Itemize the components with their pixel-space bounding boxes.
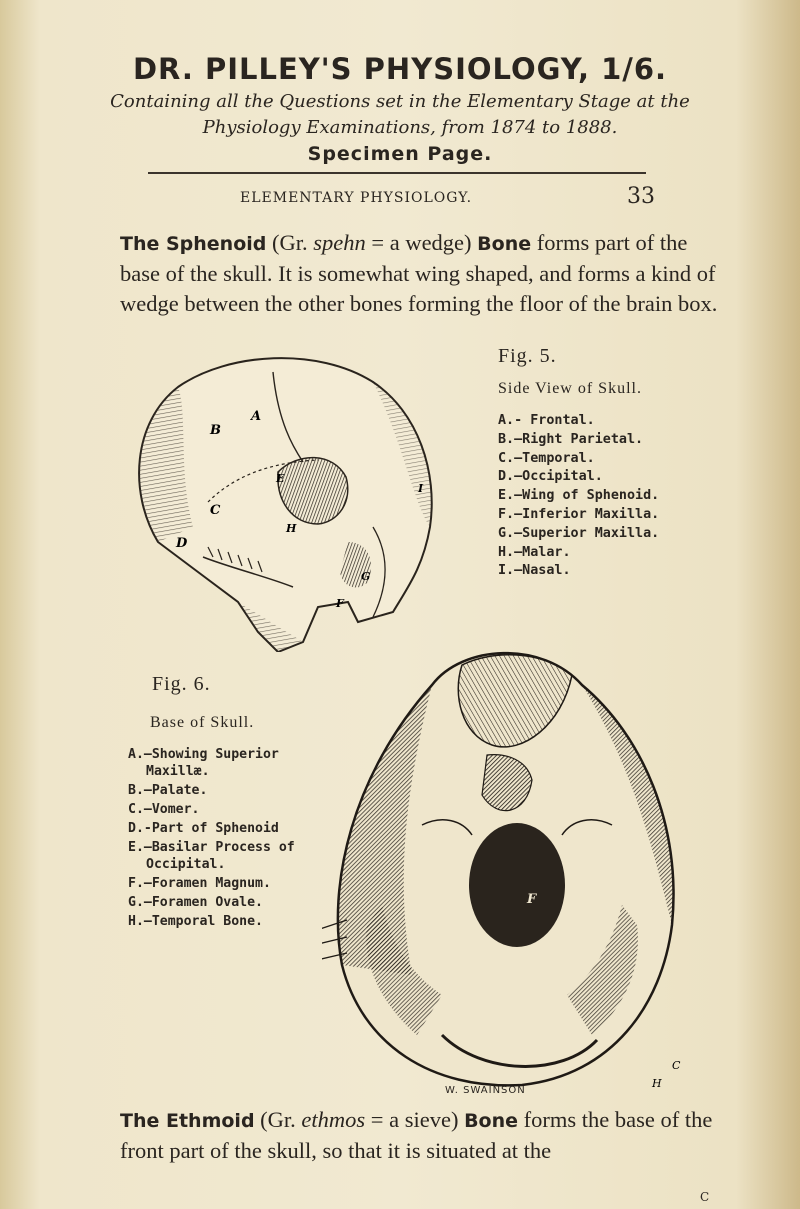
ethmoid-greek: ethmos (301, 1107, 366, 1132)
skull-side-view-illustration (118, 352, 448, 652)
legend-item: G.—Foramen Ovale. (128, 895, 263, 910)
fig5-letter-f: F (336, 597, 344, 610)
legend-item: F.—Foramen Magnum. (128, 876, 271, 891)
legend-item: G.—Superior Maxilla. (498, 525, 660, 541)
fig5-legend (498, 412, 758, 581)
legend-item: I.—Nasal. (498, 563, 571, 579)
ethmoid-paragraph: The Ethmoid (Gr. ethmos = a sieve) Bone forms the base of the front part of the skull, so that it is situated at the (120, 1107, 713, 1163)
legend-item: D.—Occipital. (498, 469, 603, 485)
fig5-letter-d: D (176, 536, 188, 551)
sphenoid-text: forms part of the base of the skull. It is somewhat wing shaped, and forms a kind of wedge between the other bones forming the floor of the brain box. (120, 230, 718, 316)
fig6-legend (128, 746, 338, 930)
legend-item: E.—Wing of Sphenoid. (498, 488, 660, 504)
advert-subtitle-line2: Physiology Examinations, from 1874 to 1888. (202, 117, 618, 138)
fig5-label: Fig. 5. (498, 345, 557, 367)
sphenoid-term: The Sphenoid (120, 233, 267, 255)
fig5-letter-h: H (286, 522, 297, 535)
fig6-letter-f: F (527, 892, 537, 907)
page-number: 33 (627, 184, 655, 209)
ethmoid-text: forms the base of the front part of the skull, so that it is situated at the (120, 1107, 713, 1163)
legend-item: C.—Vomer. (128, 802, 200, 817)
fig6-letter-h: H (652, 1077, 662, 1090)
signature-mark: C (700, 1190, 710, 1204)
fig5-letter-b: B (210, 423, 221, 438)
running-head: ELEMENTARY PHYSIOLOGY. (240, 190, 473, 206)
legend-item: H.—Malar. (498, 544, 571, 560)
fig5-letter-a: A (251, 409, 262, 424)
fig5-letter-e: E (276, 472, 285, 485)
legend-item: B.—Right Parietal. (498, 431, 644, 447)
legend-item: H.—Temporal Bone. (128, 914, 263, 929)
divider-rule (148, 172, 646, 174)
fig5-title: Side View of Skull. (498, 380, 642, 397)
fig6-caption (128, 673, 338, 932)
advert-subtitle-line1: Containing all the Questions set in the Elementary Stage at the (110, 91, 690, 112)
fig5-letter-i: I (418, 482, 424, 495)
legend-item: B.—Palate. (128, 783, 208, 798)
legend-item: A.- Frontal. (498, 413, 595, 428)
sphenoid-paragraph: The Sphenoid (Gr. spehn = a wedge) Bone forms part of the base of the skull. It is somewhat wing shaped, and forms a kind of wedge between the other bones forming the floor of the brain box. (120, 230, 718, 316)
specimen-heading: Specimen Page. (307, 143, 493, 165)
advert-title: DR. PILLEY'S PHYSIOLOGY, 1/6. (132, 52, 668, 86)
fig5-letter-g: G (361, 570, 371, 583)
legend-item: C.—Temporal. (498, 450, 595, 466)
fig5-letter-c: C (210, 503, 221, 518)
fig5-caption (498, 345, 758, 581)
skull-base-illustration (322, 645, 702, 1090)
legend-item: D.-Part of Sphenoid (128, 821, 279, 836)
engraver-signature: W. SWAINSON (445, 1085, 526, 1096)
sphenoid-greek: spehn (313, 230, 366, 255)
fig6-title: Base of Skull. (150, 714, 255, 731)
fig6-letter-c: C (672, 1059, 681, 1072)
legend-item: E.—Basilar Process of Occipital. (128, 840, 295, 872)
fig6-label: Fig. 6. (152, 673, 211, 695)
legend-item: F.—Inferior Maxilla. (498, 506, 660, 522)
ethmoid-term: The Ethmoid (120, 1110, 255, 1132)
legend-item: A.—Showing Superior Maxillæ. (128, 747, 279, 779)
